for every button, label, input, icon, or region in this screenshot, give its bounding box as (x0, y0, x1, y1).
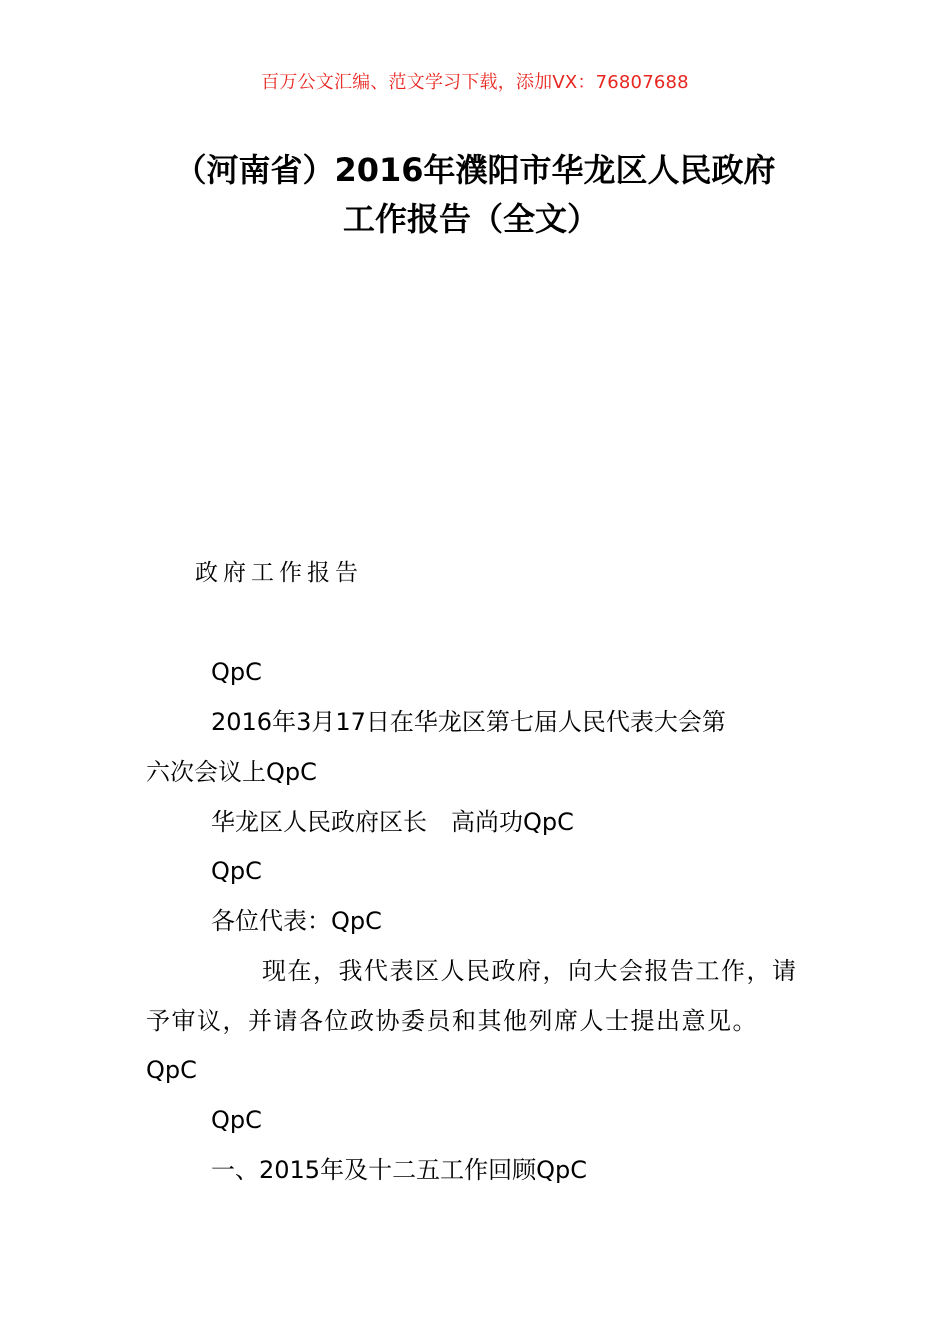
body-line: QpC (146, 1056, 197, 1084)
body-line: QpC (211, 658, 262, 686)
header-promo-note: 百万公文汇编、范文学习下载，添加VX：76807688 (261, 72, 689, 93)
body-line: 六次会议上QpC (146, 758, 317, 786)
body-line: QpC (211, 857, 262, 885)
body-line: 华龙区人民政府区长 高尚功QpC (211, 808, 574, 836)
body-line: 2016年3月17日在华龙区第七届人民代表大会第 (211, 708, 726, 736)
body-line: 现在，我代表区人民政府，向大会报告工作，请 (262, 957, 798, 985)
body-line: 一、2015年及十二五工作回顾QpC (211, 1156, 587, 1184)
body-line: 予审议，并请各位政协委员和其他列席人士提出意见。 (146, 1007, 758, 1035)
document-title-line-2: 工作报告（全文） (342, 200, 599, 238)
document-title-line-1: （河南省）2016年濮阳市华龙区人民政府 (174, 151, 776, 189)
body-line: 各位代表：QpC (211, 907, 382, 935)
section-heading: 政府工作报告 (195, 560, 363, 586)
body-line: QpC (211, 1106, 262, 1134)
